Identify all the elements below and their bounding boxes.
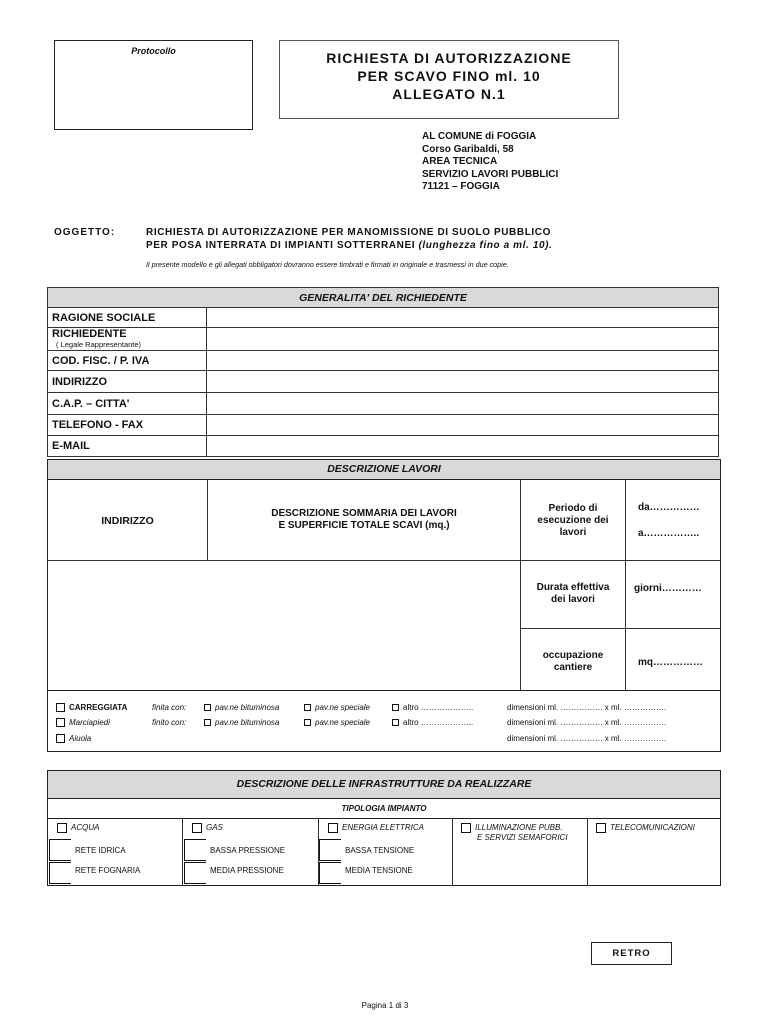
opt-label: altro ……………….. [403, 718, 474, 727]
protocol-box[interactable] [54, 40, 253, 130]
durata-line: dei lavori [551, 594, 595, 605]
surface-finish: finito con: [152, 718, 187, 727]
surface-row-carreggiata [56, 703, 716, 712]
subject-label: OGGETTO: [54, 227, 116, 238]
field-input-cap-citta[interactable] [207, 393, 719, 415]
checkbox[interactable] [461, 823, 471, 833]
grid-line [182, 819, 183, 885]
periodo-a[interactable]: a…………….. [638, 528, 700, 539]
checkbox[interactable] [392, 719, 399, 726]
field-input-cod-fisc[interactable] [207, 351, 719, 371]
retro-label: RETRO [612, 948, 651, 959]
impianto-gas [192, 823, 223, 833]
field-label-cod-fisc: COD. FISC. / P. IVA [48, 351, 207, 371]
occupazione-line: cantiere [553, 662, 593, 673]
occupazione-line: occupazione [542, 650, 604, 661]
address-line: 71121 – FOGGIA [422, 181, 500, 192]
checkbox[interactable] [204, 719, 211, 726]
page-number: Pagina 1 di 3 [361, 1001, 409, 1010]
checkbox[interactable] [319, 839, 341, 861]
surface-dimensions[interactable]: dimensioni ml. ……………. x ml. ……………. [507, 703, 667, 712]
col-descrizione-line-2: E SUPERFICIE TOTALE SCAVI (mq.) [278, 520, 450, 531]
checkbox[interactable] [56, 718, 65, 727]
grid-line [452, 819, 453, 885]
surface-opt1 [204, 718, 279, 727]
checkbox[interactable] [304, 719, 311, 726]
col-descrizione-line-1: DESCRIZIONE SOMMARIA DEI LAVORI [271, 508, 457, 519]
impianto-option: MEDIA TENSIONE [345, 866, 413, 875]
surface-dimensions[interactable]: dimensioni ml. ……………. x ml. ……………. [507, 734, 667, 743]
impianto-acqua [57, 823, 99, 833]
periodo-line: esecuzione dei [537, 515, 609, 526]
field-label-indirizzo: INDIRIZZO [48, 371, 207, 393]
impianto-illuminazione [461, 823, 568, 843]
periodo-line: Periodo di [548, 503, 598, 514]
checkbox[interactable] [192, 823, 202, 833]
periodo-da[interactable]: da…………… [638, 502, 700, 513]
checkbox[interactable] [49, 862, 71, 884]
subject-line-2-italic: (lunghezza fino a ml. 10). [418, 240, 553, 251]
generalita-table [47, 287, 719, 457]
checkbox[interactable] [56, 703, 65, 712]
subject-note: Il presente modello e gli allegati obbligatori dovranno essere timbrati e firmati in originale e trasmessi in due copie. [146, 260, 509, 269]
address-line: Corso Garibaldi, 58 [422, 143, 514, 155]
title-line-3: ALLEGATO N.1 [392, 86, 506, 102]
surface-name: Aiuola [69, 734, 92, 743]
surface-name: CARREGGIATA [69, 703, 128, 712]
impianto-label: GAS [206, 823, 223, 833]
impianto-option: RETE IDRICA [75, 846, 126, 855]
field-input-ragione-sociale[interactable] [207, 308, 719, 328]
checkbox[interactable] [392, 704, 399, 711]
field-input-telefono-fax[interactable] [207, 415, 719, 436]
grid-line [520, 628, 720, 629]
field-input-richiedente[interactable] [207, 328, 719, 351]
address-line: AL COMUNE di FOGGIA [422, 131, 537, 142]
address-line: SERVIZIO LAVORI PUBBLICI [422, 168, 559, 180]
opt-label: pav.ne bituminosa [215, 718, 280, 727]
surface-row-marciapiedi [56, 718, 716, 727]
subject-line-2 [146, 240, 552, 251]
checkbox[interactable] [204, 704, 211, 711]
surface-row-aiuola [56, 734, 716, 743]
checkbox[interactable] [184, 839, 206, 861]
occupazione-label [521, 650, 625, 674]
infra-header-text: DESCRIZIONE DELLE INFRASTRUTTURE DA REALIZZARE [236, 778, 532, 790]
checkbox[interactable] [596, 823, 606, 833]
field-label-cap-citta: C.A.P. – CITTA' [48, 393, 207, 415]
periodo-line: lavori [559, 527, 587, 538]
checkbox[interactable] [56, 734, 65, 743]
subject-line-1: RICHIESTA DI AUTORIZZAZIONE PER MANOMISSIONE DI SUOLO PUBBLICO [146, 227, 551, 238]
title-line-1: RICHIESTA DI AUTORIZZAZIONE [326, 50, 572, 66]
surface-opt2 [304, 718, 370, 727]
field-label-telefono-fax: TELEFONO - FAX [48, 415, 207, 436]
impianto-label: TELECOMUNICAZIONI [610, 823, 695, 833]
impianto-option: RETE FOGNARIA [75, 866, 141, 875]
durata-line: Durata effettiva [536, 582, 610, 593]
richiedente-sublabel: ( Legale Rappresentante) [56, 340, 142, 349]
durata-label [521, 582, 625, 606]
recipient-address [422, 131, 558, 194]
impianto-telecom [596, 823, 695, 833]
infra-header [47, 770, 721, 799]
surface-opt1 [204, 703, 279, 712]
surface-opt2 [304, 703, 370, 712]
occupazione-mq[interactable]: mq…………… [638, 657, 703, 668]
col-descrizione [208, 508, 520, 532]
surface-opt3 [392, 703, 473, 712]
surface-name: Marciapiedi [69, 718, 110, 727]
impianto-label: ENERGIA ELETTRICA [342, 823, 424, 833]
retro-button[interactable] [591, 942, 672, 965]
opt-label: pav.ne speciale [315, 718, 370, 727]
checkbox[interactable] [57, 823, 67, 833]
grid-line [625, 480, 626, 691]
protocol-label: Protocollo [131, 46, 176, 56]
subject-line-2-text: PER POSA INTERRATA DI IMPIANTI SOTTERRANEI [146, 240, 416, 251]
periodo-label [521, 503, 625, 539]
impianto-label: ILLUMINAZIONE PUBB. [475, 823, 563, 833]
surface-finish: finita con: [152, 703, 187, 712]
col-indirizzo: INDIRIZZO [101, 515, 154, 527]
checkbox[interactable] [304, 704, 311, 711]
generalita-header: GENERALITA' DEL RICHIEDENTE [48, 288, 719, 308]
opt-label: pav.ne bituminosa [215, 703, 280, 712]
lavori-header [47, 459, 721, 480]
richiedente-label: RICHIEDENTE [52, 328, 127, 340]
field-label-ragione-sociale: RAGIONE SOCIALE [48, 308, 207, 328]
field-label-email: E-MAIL [48, 436, 207, 457]
title-box [279, 40, 619, 119]
indirizzo-input[interactable] [48, 561, 520, 691]
impianto-option: BASSA PRESSIONE [210, 846, 286, 855]
grid-line [587, 819, 588, 885]
opt-label: altro ……………….. [403, 703, 474, 712]
impianto-option: MEDIA PRESSIONE [210, 866, 284, 875]
impianto-energia [328, 823, 424, 833]
lavori-grid [47, 479, 721, 691]
infra-grid [47, 818, 721, 886]
impianto-label: ACQUA [71, 823, 100, 833]
durata-giorni[interactable]: giorni………… [634, 583, 702, 594]
infra-subheader-text: TIPOLOGIA IMPIANTO [341, 804, 427, 813]
title-line-2: PER SCAVO FINO ml. 10 [357, 68, 541, 84]
address-line: AREA TECNICA [422, 156, 498, 167]
checkbox[interactable] [49, 839, 71, 861]
infra-subheader [47, 798, 721, 819]
surface-opt3 [392, 718, 473, 727]
impianto-option: BASSA TENSIONE [345, 846, 415, 855]
field-input-indirizzo[interactable] [207, 371, 719, 393]
lavori-header-text: DESCRIZIONE LAVORI [327, 463, 441, 475]
checkbox[interactable] [184, 862, 206, 884]
surface-dimensions[interactable]: dimensioni ml. ……………. x ml. ……………. [507, 718, 667, 727]
checkbox[interactable] [319, 862, 341, 884]
field-label-richiedente [48, 328, 207, 351]
opt-label: pav.ne speciale [315, 703, 370, 712]
impianto-label-2: E SERVIZI SEMAFORICI [477, 833, 568, 843]
field-input-email[interactable] [207, 436, 719, 457]
checkbox[interactable] [328, 823, 338, 833]
